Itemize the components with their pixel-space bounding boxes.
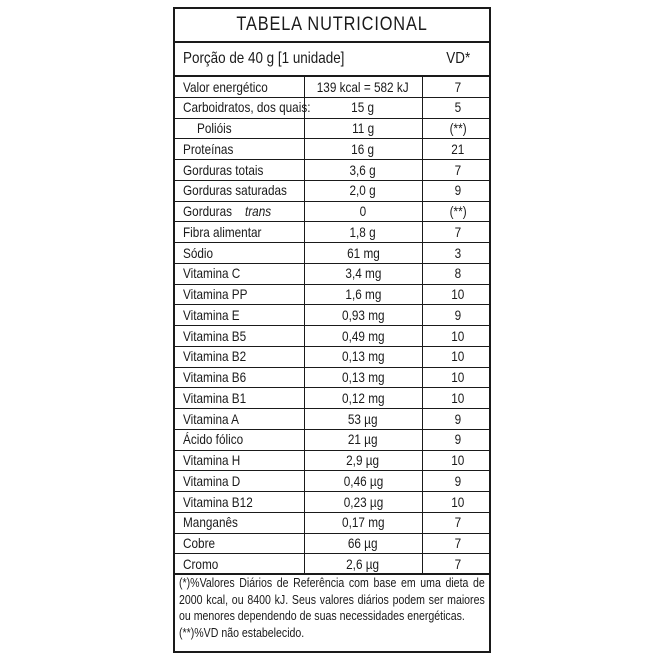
portion-size: Porção de 40 g [1 unidade] [183,50,345,67]
nutrient-quantity: 2,9 µg [346,452,380,468]
nutrient-vd: (**) [449,120,467,136]
table-title: TABELA NUTRICIONAL [236,14,428,35]
nutrient-quantity: 16 g [351,140,375,157]
nutrient-quantity: 15 g [351,99,375,116]
nutrient-name: Vitamina B5 [183,327,247,344]
nutrient-quantity: 1,6 mg [345,286,381,302]
nutrient-vd: 7 [454,514,462,531]
nutrient-vd: (**) [449,203,467,219]
nutrient-quantity: 53 µg [348,410,378,427]
nutrient-vd: 10 [451,286,465,302]
nutrient-vd: 9 [454,431,462,448]
nutrient-vd: 7 [454,535,462,551]
vd-column-header: VD* [446,50,470,67]
nutrient-name: Vitamina B1 [183,389,247,406]
nutrient-quantity: 2,0 g [349,182,377,199]
nutrient-quantity: 0,12 mg [341,389,385,406]
nutrient-name: Vitamina E [183,306,240,323]
footnotes [179,575,485,641]
nutrient-name: Vitamina D [183,472,241,489]
nutrient-vd: 8 [454,265,462,282]
nutrient-quantity: 0,49 mg [341,327,385,344]
nutrient-quantity: 0,23 µg [343,493,383,510]
footnote-vd-not-established: (**)%VD não estabelecido. [179,625,305,640]
nutrient-vd: 10 [451,389,465,406]
nutrient-quantity: 139 kcal = 582 kJ [317,78,409,95]
nutrient-vd: 21 [451,140,465,157]
title-divider [175,41,489,43]
nutrient-name: Vitamina A [183,410,240,427]
nutrient-vd: 7 [454,78,462,95]
nutrient-name: Vitamina C [183,265,241,282]
nutrient-name: Manganês [183,514,238,531]
nutrient-quantity: 3,4 mg [345,265,381,282]
nutrient-vd: 5 [454,99,462,116]
nutrient-name: Vitamina B6 [183,369,247,385]
nutrient-quantity: 21 µg [348,431,378,448]
nutrient-name: Cromo [183,555,219,572]
nutrient-vd: 9 [454,410,462,427]
nutrient-quantity: 0,13 mg [341,348,385,365]
nutrient-vd: 10 [451,452,465,468]
nutrient-quantity: 0,13 mg [341,369,385,385]
nutrient-name: Sódio [183,244,214,261]
nutrient-name: Proteínas [183,140,234,157]
nutrient-vd: 7 [454,161,462,178]
nutrient-quantity: 61 mg [346,244,380,261]
nutrient-quantity: 1,8 g [349,223,377,240]
nutrient-name: Carboidratos, dos quais: [183,99,311,116]
nutrient-quantity: 0,93 mg [341,306,385,323]
nutrient-name: Vitamina B2 [183,348,247,365]
nutrient-quantity: 0,46 µg [343,472,383,489]
nutrient-name: Gorduras totais [183,161,264,178]
nutrient-vd: 10 [451,327,465,344]
nutrient-name: Ácido fólico [183,431,244,448]
nutrient-vd: 9 [454,306,462,323]
nutrient-name: Cobre [183,535,216,551]
nutrient-vd: 7 [454,555,462,572]
nutrient-name: Fibra alimentar [183,223,262,240]
nutrient-name: Vitamina H [183,452,241,468]
nutrient-quantity: 0,17 mg [341,514,385,531]
nutrient-name: Gorduras trans [183,203,272,219]
nutrient-name: Valor energético [183,78,268,95]
nutrient-quantity: 0 [359,203,367,219]
nutrient-vd: 9 [454,472,462,489]
nutrient-quantity: 11 g [351,120,375,136]
nutrition-facts-table [173,7,491,653]
nutrient-vd: 10 [451,369,465,385]
nutrient-vd: 10 [451,493,465,510]
nutrient-vd: 9 [454,182,462,199]
nutrient-quantity: 2,6 µg [346,555,380,572]
nutrient-name: Vitamina B12 [183,493,253,510]
nutrient-name: Polióis [197,120,232,136]
nutrient-name: Vitamina PP [183,286,248,302]
footnote-daily-values: (*)%Valores Diários de Referência com base em uma dieta de 2000 kcal, ou 8400 kJ. Seus valores diários podem ser maiores ou menores dependendo de suas necessidades energéticas. [179,576,485,623]
nutrient-vd: 3 [454,244,462,261]
nutrient-name: Gorduras saturadas [183,182,287,199]
nutrient-vd: 7 [454,223,462,240]
nutrient-quantity: 66 µg [348,535,378,551]
nutrient-vd: 10 [451,348,465,365]
nutrient-quantity: 3,6 g [349,161,377,178]
